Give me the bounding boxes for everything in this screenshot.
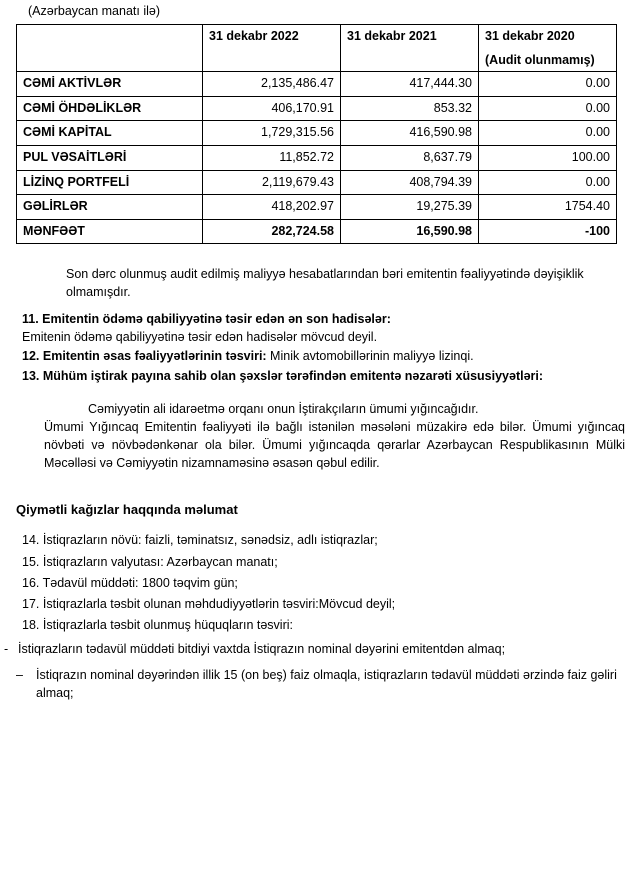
cell-2022: 2,119,679.43: [203, 170, 341, 195]
cell-2022: 282,724.58: [203, 219, 341, 244]
cell-2021: 16,590.98: [341, 219, 479, 244]
item-lead: Mühüm iştirak payına sahib olan şəxslər tərəfindən emitentə nəzarəti xüsusiyyətləri:: [42, 369, 544, 384]
cell-2020: 0.00: [479, 121, 617, 146]
list-item: [0, 666, 631, 702]
cell-2021: 416,590.98: [341, 121, 479, 146]
item-lead: İstiqrazlarla təsbit olunan məhdudiyyətlərin təsviri:: [42, 596, 319, 611]
cell-2020: 0.00: [479, 96, 617, 121]
list-item: [0, 595, 631, 613]
item-lead: Tədavül müddəti:: [42, 575, 139, 590]
cell-2020: -100: [479, 219, 617, 244]
cell-2022: 418,202.97: [203, 195, 341, 220]
bullet-dash: –: [16, 668, 23, 683]
list-item: [0, 311, 631, 347]
row-label: PUL VƏSAİTLƏRİ: [17, 145, 203, 170]
table-row: [17, 145, 617, 170]
list-item: [0, 348, 631, 366]
item-lead: İstiqrazların növü:: [42, 533, 142, 548]
row-label: CƏMİ ÖHDƏLİKLƏR: [17, 96, 203, 121]
cell-2021: 417,444.30: [341, 72, 479, 97]
cell-2020: 0.00: [479, 170, 617, 195]
numbered-items-list: [0, 311, 631, 386]
row-label: MƏNFƏƏT: [17, 219, 203, 244]
item-lead: Emitentin əsas fəaliyyətlərinin təsviri:: [42, 349, 267, 364]
item-sub: Emitenin ödəmə qabiliyyətinə təsir edən hadisələr mövcud deyil.: [22, 329, 378, 344]
item-lead: Emitentin ödəmə qabiliyyətinə təsir edən ən son hadisələr:: [42, 311, 391, 326]
bullet-text: İstiqrazların tədavül müddəti bitdiyi vaxtda İstiqrazın nominal dəyərini emitentdən almaq;: [18, 642, 506, 656]
cell-2021: 408,794.39: [341, 170, 479, 195]
cell-2022: 406,170.91: [203, 96, 341, 121]
governance-paragraph-1: Cəmiyyətin ali idarəetmə orqanı onun İştirakçıların ümumi yığıncağıdır.: [88, 401, 479, 416]
table-row: [17, 170, 617, 195]
table-row: [17, 195, 617, 220]
item-lead: İstiqrazlarla təsbit olunmuş hüquqların təsviri:: [42, 617, 293, 632]
paragraph-after-table: Son dərc olunmuş audit edilmiş maliyyə hesabatlarından bəri emitentin fəaliyyətində dəyişiklik olmamışdır.: [66, 267, 584, 299]
item-rest: 1800 təqvim gün;: [138, 575, 238, 590]
table-row: [17, 72, 617, 97]
item-number: 13.: [22, 369, 40, 384]
rights-bullet-list: [0, 640, 631, 702]
list-item: [0, 640, 631, 658]
table-row: [17, 121, 617, 146]
cell-2020: 1754.40: [479, 195, 617, 220]
cell-2020: 100.00: [479, 145, 617, 170]
row-label: GƏLİRLƏR: [17, 195, 203, 220]
currency-note: (Azərbaycan manatı ilə): [28, 4, 161, 18]
cell-2022: 2,135,486.47: [203, 72, 341, 97]
item-rest: Minik avtomobillərinin maliyyə lizinqi.: [266, 349, 474, 364]
table-header-2020-note: (Audit olunmamış): [485, 53, 595, 67]
table-header-2020-label: 31 dekabr 2020: [485, 29, 575, 43]
list-item: [0, 574, 631, 592]
list-item: [0, 368, 631, 386]
list-item: [0, 616, 631, 634]
row-label: CƏMİ KAPİTAL: [17, 121, 203, 146]
list-item: [0, 553, 631, 571]
table-header-2020: [479, 25, 617, 72]
table-header-2022: 31 dekabr 2022: [203, 25, 341, 72]
table-row: [17, 96, 617, 121]
item-number: 11.: [22, 311, 39, 326]
bullet-dash: -: [4, 642, 9, 656]
item-number: 16.: [22, 575, 40, 590]
table-row: [17, 219, 617, 244]
cell-2021: 853.32: [341, 96, 479, 121]
item-number: 15.: [22, 554, 40, 569]
bullet-text: İstiqrazın nominal dəyərindən illik 15 (on beş) faiz olmaqla, istiqrazların tədavül müddəti ərzində faiz gəliri almaq;: [36, 668, 617, 701]
item-rest: Azərbaycan manatı;: [163, 554, 278, 569]
list-item: [0, 531, 631, 549]
item-rest: Mövcud deyil;: [318, 596, 396, 611]
item-rest: faizli, təminatsız, sənədsiz, adlı istiqrazlar;: [141, 533, 378, 548]
table-header-row: [17, 25, 617, 72]
item-lead: İstiqrazların valyutası:: [42, 554, 164, 569]
item-number: 12.: [22, 349, 40, 364]
cell-2022: 11,852.72: [203, 145, 341, 170]
securities-section-heading: Qiymətli kağızlar haqqında məlumat: [16, 502, 238, 518]
cell-2021: 8,637.79: [341, 145, 479, 170]
cell-2022: 1,729,315.56: [203, 121, 341, 146]
cell-2020: 0.00: [479, 72, 617, 97]
securities-items-list: [0, 531, 631, 634]
governance-paragraph-2: Ümumi Yığıncaq Emitentin fəaliyyəti ilə bağlı istənilən məsələni müzakirə edə bilər. Ümumi yığıncaq növbəti və növbədənkənar ola bilər. Ümumi yığıncaqda qərarlar Azərbaycan Respublikasının Mülki Məcəlləsi və Cəmiyyətin nizamnaməsinə əsasən qəbul edilir.: [44, 420, 625, 471]
governance-paragraphs: [0, 400, 631, 473]
table-header-2021: 31 dekabr 2021: [341, 25, 479, 72]
table-header-blank: [17, 25, 203, 72]
row-label: CƏMİ AKTİVLƏR: [17, 72, 203, 97]
item-number: 18.: [22, 617, 40, 632]
cell-2021: 19,275.39: [341, 195, 479, 220]
item-number: 14.: [22, 533, 40, 548]
financial-summary-table: [16, 24, 617, 244]
row-label: LİZİNQ PORTFELİ: [17, 170, 203, 195]
item-number: 17.: [22, 596, 40, 611]
document-page: [0, 4, 631, 892]
